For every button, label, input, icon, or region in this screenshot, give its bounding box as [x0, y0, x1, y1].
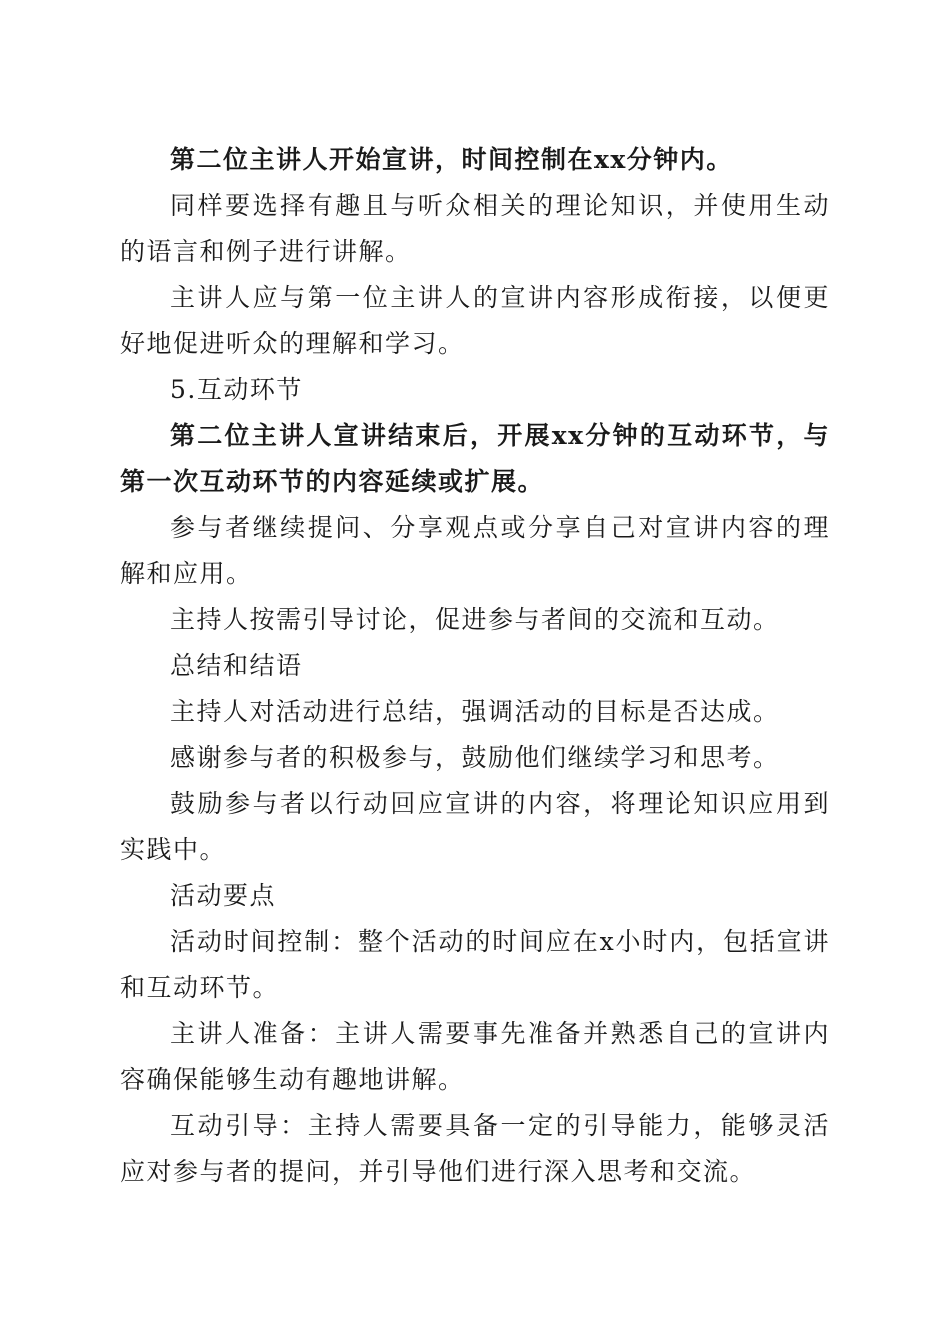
paragraph-participants-questions: 参与者继续提问、分享观点或分享自己对宣讲内容的理解和应用。	[120, 513, 830, 588]
paragraph-interaction-after-second: 第二位主讲人宣讲结束后，开展xx分钟的互动环节，与第一次互动环节的内容延续或扩展。	[120, 421, 830, 496]
paragraph-host-summary: 主持人对活动进行总结，强调活动的目标是否达成。	[170, 697, 780, 726]
paragraph-interaction-guidance: 互动引导：主持人需要具备一定的引导能力，能够灵活应对参与者的提问，并引导他们进行深入思考和交流。	[120, 1111, 830, 1186]
section-heading-summary: 总结和结语	[170, 651, 303, 680]
paragraph-host-guides: 主持人按需引导讨论，促进参与者间的交流和互动。	[170, 605, 780, 634]
paragraph-content-selection: 同样要选择有趣且与听众相关的理论知识，并使用生动的语言和例子进行讲解。	[120, 191, 830, 266]
document-body	[120, 137, 830, 1195]
paragraph-second-speaker-start: 第二位主讲人开始宣讲，时间控制在xx分钟内。	[170, 145, 733, 174]
paragraph-encourage-action: 鼓励参与者以行动回应宣讲的内容，将理论知识应用到实践中。	[120, 789, 830, 864]
paragraph-thanks: 感谢参与者的积极参与，鼓励他们继续学习和思考。	[170, 743, 780, 772]
paragraph-content-connection: 主讲人应与第一位主讲人的宣讲内容形成衔接，以便更好地促进听众的理解和学习。	[120, 283, 830, 358]
section-heading-interaction: 5.互动环节	[170, 375, 303, 404]
section-heading-key-points: 活动要点	[170, 881, 277, 910]
paragraph-speaker-preparation: 主讲人准备：主讲人需要事先准备并熟悉自己的宣讲内容确保能够生动有趣地讲解。	[120, 1019, 830, 1094]
paragraph-time-control: 活动时间控制：整个活动的时间应在x小时内，包括宣讲和互动环节。	[120, 927, 830, 1002]
